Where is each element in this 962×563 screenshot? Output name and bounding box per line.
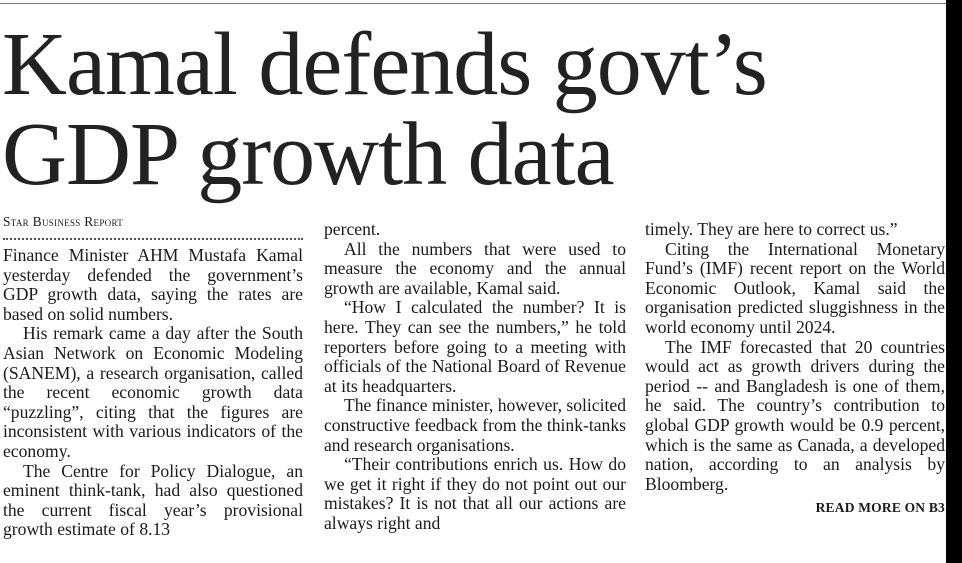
paragraph: The finance minister, however, solicited constructive feedback from the think-tanks and research organisations. xyxy=(324,395,626,455)
read-more-link[interactable]: READ MORE ON B3 xyxy=(815,500,945,516)
paragraph: All the numbers that were used to measure the economy and the annual growth are available, Kamal said. xyxy=(324,238,626,298)
paragraph: The Centre for Policy Dialogue, an eminent think-tank, had also questioned the current fiscal year’s provisional growth estimate of 8.13 xyxy=(3,460,303,540)
byline: Star Business Report xyxy=(3,214,124,229)
paragraph: timely. They are here to correct us.” xyxy=(645,219,898,239)
top-rule xyxy=(0,3,946,4)
headline xyxy=(2,15,942,204)
article-column-1 xyxy=(3,214,303,540)
page-edge-bar xyxy=(946,0,962,563)
article-column-3 xyxy=(645,220,945,518)
paragraph: percent. xyxy=(324,219,381,239)
paragraph: “Their contributions enrich us. How do we get it right if they do not point out our mistakes? It is not that all our actions are always right and xyxy=(324,454,626,533)
paragraph: His remark came a day after the South Asian Network on Economic Modeling (SANEM), a research organisation, called the recent economic growth data “puzzling”, citing that the figures are inconsistent with various indicators of the economy. xyxy=(3,323,303,461)
paragraph: Citing the International Monetary Fund’s (IMF) recent report on the World Economic Outlook, Kamal said the organisation predicted sluggishness in the world economy until 2024. xyxy=(645,238,945,337)
headline-line-1: Kamal defends govt’s xyxy=(2,15,767,114)
article-column-2 xyxy=(324,220,626,534)
paragraph: Finance Minister AHM Mustafa Kamal yesterday defended the government’s GDP growth data, saying the rates are based on solid numbers. xyxy=(3,245,303,324)
paragraph: “How I calculated the number? It is here. They can see the numbers,” he told reporters before going to a meeting with officials of the National Board of Revenue at its headquarters. xyxy=(324,297,626,396)
paragraph: The IMF forecasted that 20 countries would act as growth drivers during the period -- and Bangladesh is one of them, he said. The country’s contribution to global GDP growth would be 0.9 percent, which is the same as Canada, a developed nation, according to an analysis by Bloomberg. xyxy=(645,336,945,494)
byline-divider xyxy=(3,238,303,240)
headline-line-2: GDP growth data xyxy=(2,105,614,204)
